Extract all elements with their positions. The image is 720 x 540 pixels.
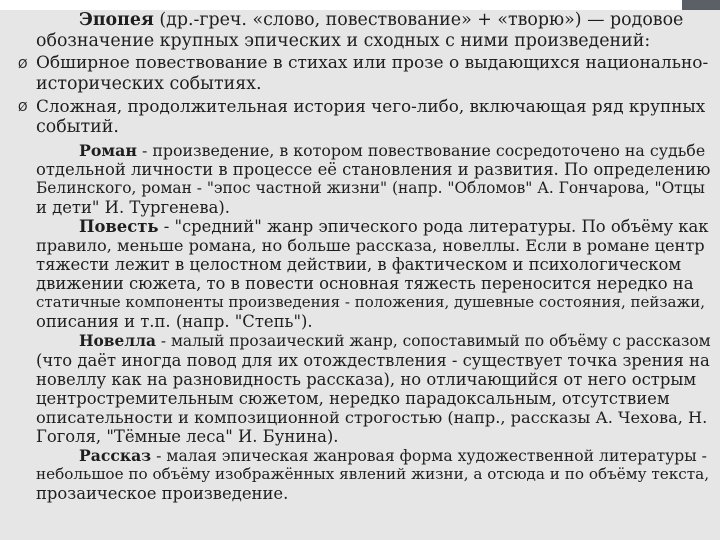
novella-line-3: новеллу как на разновидность рассказа), но отличающийся от него острым xyxy=(36,370,697,389)
rasskaz-first-text: - малая эпическая жанровая форма художественной литературы - xyxy=(151,447,707,465)
povest-line-5: статичные компоненты произведения - положения, душевные состояния, пейзажи, xyxy=(36,293,706,311)
bullet-1-line-2: исторических событиях. xyxy=(36,74,262,94)
novella-line-6: Гоголя, "Тёмные леса" И. Бунина). xyxy=(36,427,339,446)
roman-first-text: - произведение, в котором повествование сосредоточено на судьбе xyxy=(136,141,706,160)
povest-line-4: движении сюжета, то в повести основная тяжесть переносится нередко на xyxy=(36,274,694,293)
povest-line-2: правило, меньше романа, но больше рассказа, новеллы. Если в романе центр xyxy=(36,236,705,255)
term-epopeya: Эпопея xyxy=(79,10,154,30)
term-roman: Роман xyxy=(79,141,137,160)
bullet-1-line-1: Обширное повествование в стихах или прозе о выдающихся национально- xyxy=(36,53,709,73)
roman-line-2: отдельной личности в процессе её становления и развития. По определению xyxy=(36,160,711,179)
top-bar-accent xyxy=(682,0,720,10)
novella-line-5: описательности и композиционной строгостью (напр., рассказы А. Чехова, Н. xyxy=(36,408,708,427)
term-rasskaz: Рассказ xyxy=(79,446,152,465)
top-bar xyxy=(0,0,720,10)
arrow-bullet-icon: Ø xyxy=(18,57,28,71)
povest-line-1 xyxy=(79,217,709,236)
novella-first-text: - малый прозаический жанр, сопоставимый по объёму с рассказом xyxy=(155,332,711,350)
roman-line-3: Белинского, роман - "эпос частной жизни" (напр. "Обломов" А. Гончарова, "Отцы xyxy=(36,179,705,197)
povest-line-3: тяжести лежит в целостном действии, в фактическом и психологическом xyxy=(36,255,682,274)
rasskaz-line-1 xyxy=(79,446,707,466)
term-novella: Новелла xyxy=(79,332,156,350)
novella-line-4: центростремительным сюжетом, нередко парадоксальным, отсутствием xyxy=(36,389,670,408)
roman-line-4: и дети" И. Тургенева). xyxy=(36,198,230,217)
intro-line-1 xyxy=(79,10,683,31)
roman-line-1 xyxy=(79,141,705,160)
povest-line-6: описания и т.п. (напр. "Степь"). xyxy=(36,312,313,331)
rasskaz-line-3: прозаическое произведение. xyxy=(36,484,289,503)
arrow-bullet-icon: Ø xyxy=(18,100,28,114)
intro-line-1-text: (др.-греч. «слово, повествование» + «творю») — родовое xyxy=(153,10,684,30)
rasskaz-line-2: небольшое по объёму изображённых явлений жизни, а отсюда и по объёму текста, xyxy=(36,465,710,483)
novella-line-1 xyxy=(79,332,711,351)
term-povest: Повесть xyxy=(79,217,159,236)
novella-line-2: (что даёт иногда повод для их отождествления - существует точка зрения на xyxy=(36,351,710,370)
bullet-2-line-1: Сложная, продолжительная история чего-либо, включающая ряд крупных xyxy=(36,96,706,116)
bullet-2-line-2: событий. xyxy=(36,117,119,137)
intro-line-2: обозначение крупных эпических и сходных с ними произведений: xyxy=(36,31,651,51)
povest-first-text: - "средний" жанр эпического рода литературы. По объёму как xyxy=(158,217,709,236)
slide-body xyxy=(0,10,720,540)
